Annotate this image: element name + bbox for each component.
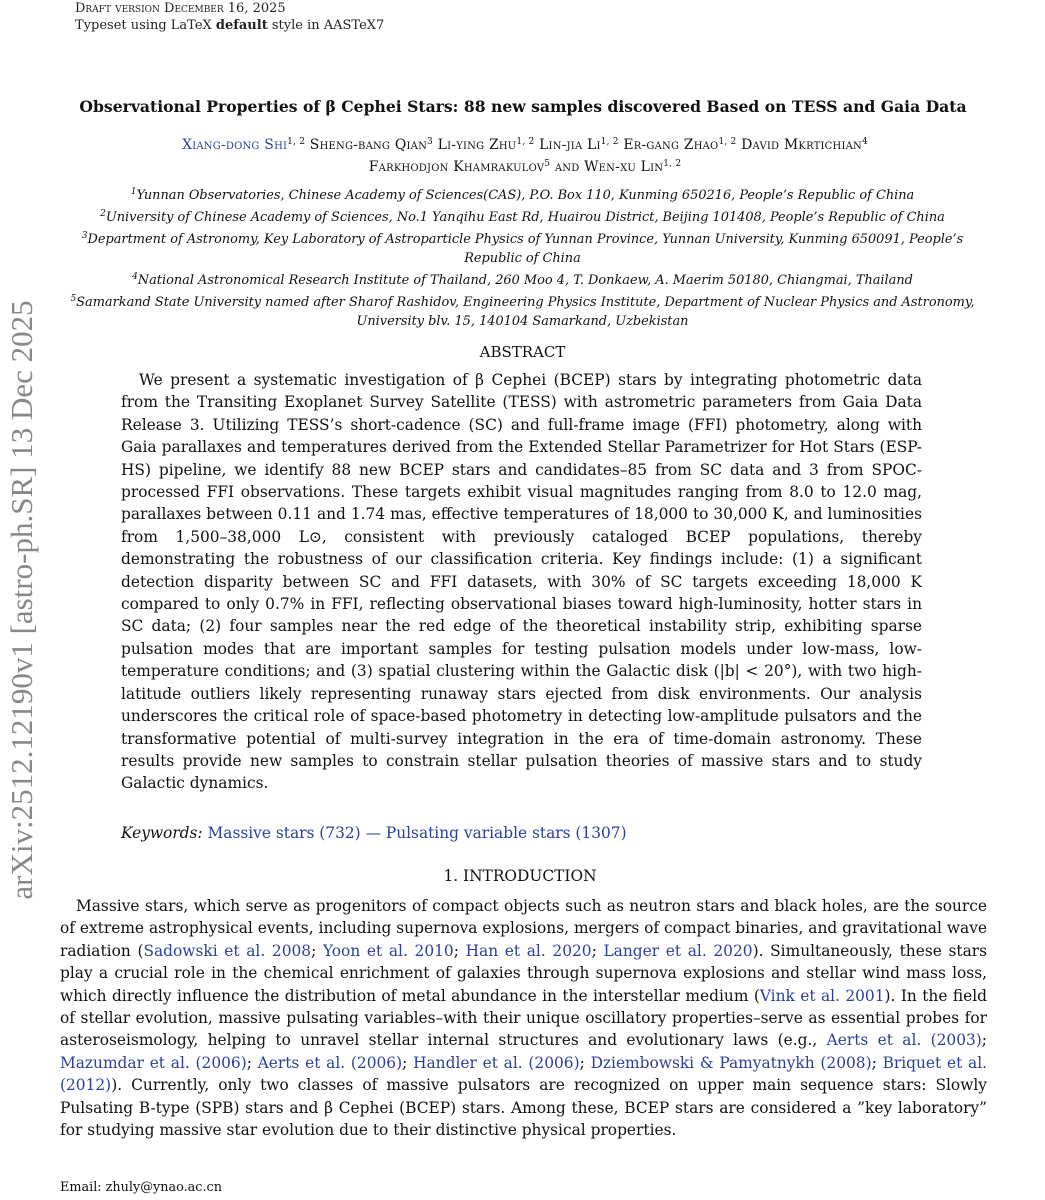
paper-title: Observational Properties of β Cephei Stars: 88 new samples discovered Based on TESS and Gaia Data — [79, 97, 967, 116]
affiliation-number: 5 — [70, 294, 77, 304]
draft-line: Draft version December 16, 2025 — [75, 1, 286, 16]
text-run: ; — [402, 1053, 414, 1072]
affiliation-number: 1 — [130, 187, 137, 197]
keyword-link[interactable]: Massive stars (732) — [207, 824, 361, 842]
text-run: ). Currently, only two classes of massive pulsators are recognized on upper main sequence stars: Slowly Pulsating B-type (SPB) stars and β Cephei (BCEP) stars. Among these, BCEP stars are considered a ”key laboratory” for studying massive star evolution due to their distinctive physical properties. — [60, 1076, 987, 1140]
citation-link[interactable]: Langer et al. 2020 — [603, 941, 753, 960]
text-run: ; — [871, 1053, 883, 1072]
author-affil-mark: 1, 2 — [287, 137, 306, 147]
author-affil-mark: 1, 2 — [663, 159, 682, 169]
affiliation-text: Yunnan Observatories, Chinese Academy of Sciences(CAS), P.O. Box 110, Kunming 650216, People’s Republic of China — [136, 188, 915, 203]
typeset-line — [75, 17, 384, 34]
author-name[interactable]: Xiang-dong Shi — [182, 137, 288, 153]
affiliation-text: Samarkand State University named after Sharof Rashidov, Engineering Physics Institute, Department of Nuclear Physics and Astronomy, University blv. 15, 140104 Samarkand, Uzbekistan — [76, 295, 975, 329]
citation-link[interactable]: Aerts et al. (2006) — [257, 1053, 403, 1072]
text-run: ; — [246, 1053, 258, 1072]
author-affil-mark: 1, 2 — [516, 137, 535, 147]
affiliation — [55, 290, 990, 331]
author-name: Wen-xu Lin — [584, 159, 664, 175]
citation-link[interactable]: Han et al. 2020 — [465, 941, 592, 960]
abstract-text: We present a systematic investigation of β Cephei (BCEP) stars by integrating photometric data from the Transiting Exoplanet Survey Satellite (TESS) with astrometric parameters from Gaia Data Release 3. Utilizing TESS’s short-cadence (SC) and full-frame image (FFI) photometry, along with Gaia parallaxes and temperatures derived from the Extended Stellar Parametrizer for Hot Stars (ESP-HS) pipeline, we identify 88 new BCEP stars and candidates–85 from SC data and 3 from SPOC-processed FFI observations. These targets exhibit visual magnitudes ranging from 8.0 to 12.0 mag, parallaxes between 0.11 and 1.74 mas, effective temperatures of 18,000 to 30,000 K, and luminosities from 1,500–38,000 L⊙, consistent with previously cataloged BCEP populations, thereby demonstrating the robustness of our classification criteria. Key findings include: (1) a significant detection disparity between SC and FFI datasets, with 30% of SC targets exceeding 18,000 K compared to only 0.7% in FFI, reflecting observational biases toward high-luminosity, hotter stars in SC data; (2) four samples near the red edge of the theoretical instability strip, exhibiting sparse pulsation modes that are important samples for testing pulsation models under low-mass, low-temperature conditions; and (3) spatial clustering within the Galactic disk (|b| < 20°), with two high-latitude outliers likely representing runaway stars ejected from disk environments. Our analysis underscores the critical role of space-based photometry in detecting low-amplitude pulsators and the transformative potential of multi-survey integration in the era of time-domain astronomy. These results provide new samples to constrain stellar pulsation theories of massive stars and to study Galactic dynamics. — [121, 371, 922, 793]
email-footnote: Email: zhuly@ynao.ac.cn — [60, 1180, 222, 1195]
introduction-body — [60, 895, 987, 1141]
author-affil-mark: 5 — [544, 159, 551, 169]
author-name: Lin-jia Li — [539, 137, 601, 153]
typeset-prefix: Typeset using — [75, 18, 171, 33]
author-name: Farkhodjon Khamrakulov — [368, 159, 545, 175]
author-list — [80, 133, 970, 177]
author-affil-mark: 3 — [427, 137, 433, 147]
text-run: ; — [311, 941, 323, 960]
text-run: ). Simultaneously, these stars play a crucial role in the chemical enrichment of galaxies through supernova explosions and stellar wind mass loss, which directly influence the distribution of metal abundance in the interstellar medium ( — [60, 941, 988, 1005]
keywords-label: Keywords: — [121, 824, 203, 842]
affiliation-number: 3 — [81, 231, 88, 241]
citation-link[interactable]: Handler et al. (2006) — [413, 1053, 580, 1072]
arxiv-sidebar-stamp: arXiv:2512.12190v1 [astro-ph.SR] 13 Dec 2025 — [4, 300, 39, 900]
text-run: ; — [591, 941, 604, 960]
and-word: and — [554, 159, 580, 175]
citation-link[interactable]: Yoon et al. 2010 — [322, 941, 454, 960]
keywords — [121, 822, 941, 844]
text-run: ; — [981, 1031, 987, 1050]
citation-link[interactable]: Sadowski et al. 2008 — [143, 941, 312, 960]
affiliation-list — [55, 183, 990, 331]
running-header — [75, 0, 384, 34]
affiliation-text: National Astronomical Research Institute of Thailand, 260 Moo 4, T. Donkaew, A. Maerim 50180, Chiangmai, Thailand — [137, 273, 913, 288]
affiliation — [55, 205, 990, 227]
latex-logo: LaTeX — [170, 18, 212, 33]
author-affil-mark: 1, 2 — [718, 137, 737, 147]
citation-link[interactable]: Mazumdar et al. (2006) — [60, 1053, 247, 1072]
section-heading-introduction: 1. INTRODUCTION — [443, 867, 597, 885]
affiliation — [55, 183, 990, 205]
affiliation — [55, 227, 990, 268]
abstract-body — [121, 369, 922, 795]
keyword-separator: — — [360, 824, 386, 842]
author-name: Sheng-bang Qian — [309, 137, 428, 153]
keyword-link[interactable]: Pulsating variable stars (1307) — [385, 824, 627, 842]
affiliation-number: 4 — [132, 272, 138, 282]
author-affil-mark: 1, 2 — [600, 137, 619, 147]
author-affil-mark: 4 — [861, 137, 868, 147]
text-run: ). In the field of stellar evolution, massive pulsating variables–with their unique oscillatory properties–serve as essential probes for asteroseismology, helping to unravel stellar internal structures and evolutionary laws (e.g., — [60, 986, 987, 1050]
affiliation-text: Department of Astronomy, Key Laboratory of Astroparticle Physics of Yunnan Province, Yunnan University, Kunming 650091, People’s Republic of China — [87, 232, 964, 266]
citation-link[interactable]: Aerts et al. (2003) — [826, 1031, 982, 1050]
typeset-bold: default — [215, 18, 268, 33]
citation-link[interactable]: Vink et al. 2001 — [759, 986, 885, 1005]
abstract-heading: ABSTRACT — [479, 343, 566, 361]
introduction-paragraph — [60, 895, 987, 1141]
author-name: David Mkrtichian — [741, 137, 862, 153]
affiliation-number: 2 — [100, 209, 106, 219]
citation-link[interactable]: Briquet et al. (2012) — [60, 1053, 988, 1095]
affiliation-text: University of Chinese Academy of Sciences, No.1 Yanqihu East Rd, Huairou District, Beijing 101408, People’s Republic of China — [105, 210, 945, 225]
text-run: Massive stars, which serve as progenitors of compact objects such as neutron stars and black holes, are the source of extreme astrophysical events, including supernova explosions, mergers of compact binaries, and gravitational wave radiation ( — [60, 897, 987, 960]
affiliation — [55, 268, 990, 290]
citation-link[interactable]: Dziembowski & Pamyatnykh (2008) — [590, 1053, 872, 1072]
author-name: Er-gang Zhao — [623, 137, 719, 153]
author-name: Li-ying Zhu — [437, 137, 517, 153]
text-run: ; — [579, 1053, 591, 1072]
typeset-suffix: style in AASTeX7 — [267, 18, 385, 33]
text-run: ; — [453, 941, 466, 960]
